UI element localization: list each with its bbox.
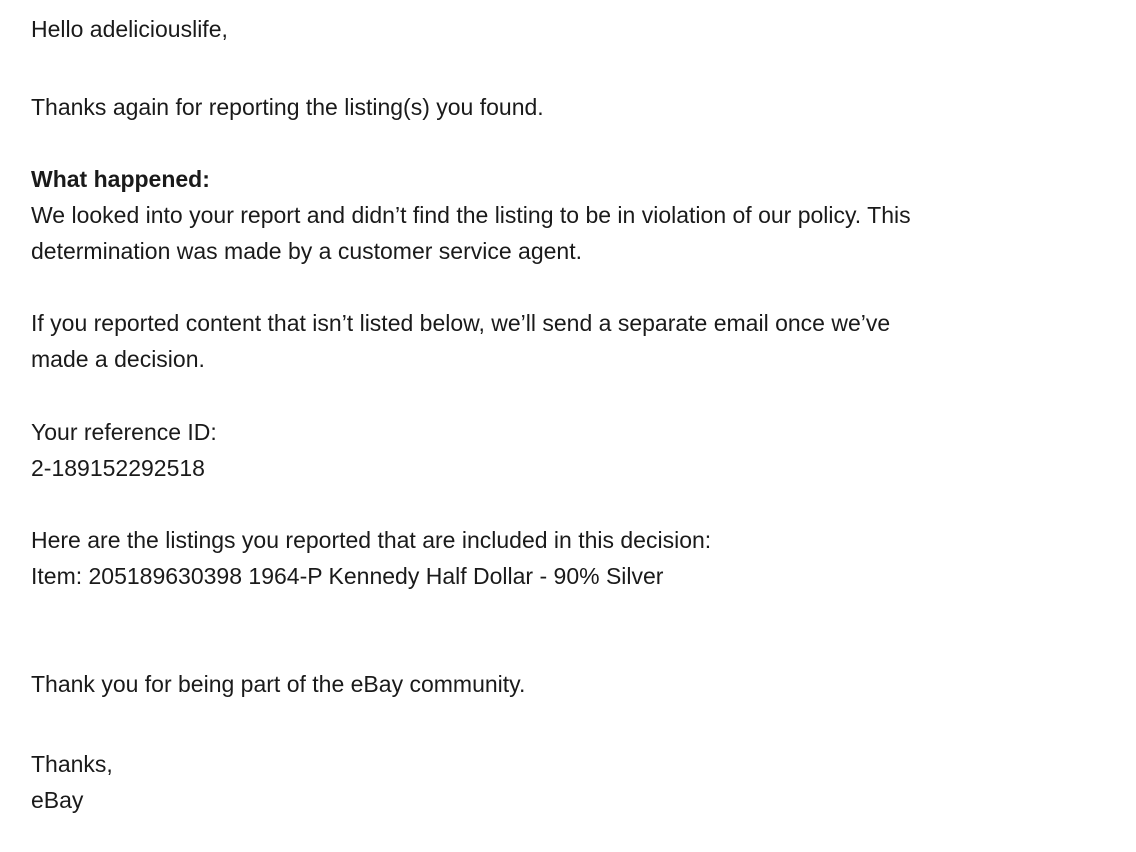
email-body bbox=[31, 11, 1031, 818]
spacer bbox=[31, 269, 1031, 305]
signature-text: eBay bbox=[31, 787, 84, 813]
separate-email-text-line-1: If you reported content that isn’t listed below, we’ll send a separate email once we’ve bbox=[31, 310, 891, 336]
separate-email-text-line-2: made a decision. bbox=[31, 346, 205, 372]
what-happened-text-line-1: We looked into your report and didn’t find the listing to be in violation of our policy. This bbox=[31, 202, 911, 228]
reference-id-value: 2-189152292518 bbox=[31, 455, 205, 481]
what-happened-heading: What happened: bbox=[31, 166, 210, 192]
reference-id-label: Your reference ID: bbox=[31, 419, 217, 445]
spacer bbox=[31, 702, 1031, 746]
spacer bbox=[31, 47, 1031, 89]
spacer bbox=[31, 125, 1031, 161]
what-happened-text-line-2: determination was made by a customer service agent. bbox=[31, 238, 582, 264]
reported-listing-item: Item: 205189630398 1964-P Kennedy Half Dollar - 90% Silver bbox=[31, 563, 664, 589]
signoff-text: Thanks, bbox=[31, 751, 113, 777]
listings-intro-text: Here are the listings you reported that are included in this decision: bbox=[31, 527, 712, 553]
spacer bbox=[31, 486, 1031, 522]
spacer bbox=[31, 377, 1031, 414]
intro-text: Thanks again for reporting the listing(s) you found. bbox=[31, 94, 544, 120]
community-thanks-text: Thank you for being part of the eBay community. bbox=[31, 671, 526, 697]
spacer bbox=[31, 594, 1031, 666]
greeting: Hello adeliciouslife, bbox=[31, 16, 228, 42]
